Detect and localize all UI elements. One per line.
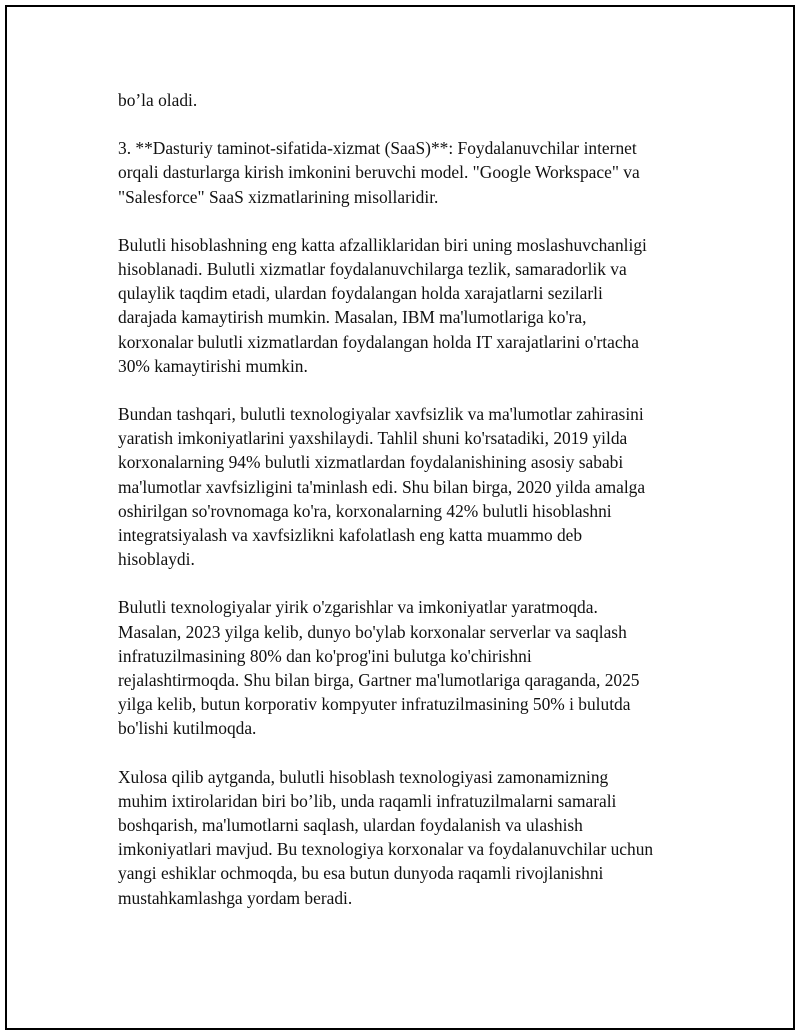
paragraph-continuation [118,88,698,112]
text-line: hisoblaydi. [118,549,195,570]
text-line: imkoniyatlari mavjud. Bu texnologiya korxonalar va foydalanuvchilar uchun [118,839,654,860]
text-line: Masalan, 2023 yilga kelib, dunyo bo'ylab korxonalar serverlar va saqlash [118,621,627,642]
text-line: Bulutli hisoblashning eng katta afzalliklaridan biri uning moslashuvchanligi [118,234,647,255]
text-line: korxonalarning 94% bulutli xizmatlardan foydalanishining asosiy sababi [118,452,624,473]
text-line: integratsiyalash va xavfsizlikni kafolatlash eng katta muammo deb [118,525,583,546]
text-line: rejalashtirmoqda. Shu bilan birga, Gartner ma'lumotlariga qaraganda, 2025 [118,670,640,691]
text-line: orqali dasturlarga kirish imkonini beruvchi model. "Google Workspace" va [118,162,640,183]
paragraph-conclusion [118,765,698,910]
text-line: korxonalar bulutli xizmatlardan foydalangan holda IT xarajatlarini o'rtacha [118,331,639,352]
text-line: qulaylik taqdim etadi, ulardan foydalangan holda xarajatlarni sezilarli [118,283,603,304]
text-line: Bundan tashqari, bulutli texnologiyalar xavfsizlik va ma'lumotlar zahirasini [118,404,644,425]
text-line: yangi eshiklar ochmoqda, bu esa butun dunyoda raqamli rivojlanishni [118,863,604,884]
text-line: bo'lishi kutilmoqda. [118,718,257,739]
paragraph-saas [118,136,698,209]
text-line: Xulosa qilib aytganda, bulutli hisoblash texnologiyasi zamonamizning [118,766,609,787]
paragraph-changes [118,595,698,740]
text-line: bo’la oladi. [118,90,198,110]
text-line: darajada kamaytirish mumkin. Masalan, IBM ma'lumotlariga ko'ra, [118,307,587,328]
text-line: yaratish imkoniyatlarini yaxshilaydi. Tahlil shuni ko'rsatadiki, 2019 yilda [118,428,628,449]
text-line: hisoblanadi. Bulutli xizmatlar foydalanuvchilarga tezlik, samaradorlik va [118,259,627,280]
text-line: ma'lumotlar xavfsizligini ta'minlash edi. Shu bilan birga, 2020 yilda amalga [118,476,646,497]
paragraph-flexibility [118,233,698,378]
text-line: Bulutli texnologiyalar yirik o'zgarishlar va imkoniyatlar yaratmoqda. [118,597,598,618]
text-line: muhim ixtirolaridan biri bo’lib, unda raqamli infratuzilmalarni samarali [118,790,617,811]
text-line: 3. **Dasturiy taminot-sifatida-xizmat (SaaS)**: Foydalanuvchilar internet [118,138,637,159]
text-line: infratuzilmasining 80% dan ko'prog'ini bulutga ko'chirishni [118,645,532,666]
text-line: oshirilgan so'rovnomaga ko'ra, korxonalarning 42% bulutli hisoblashni [118,500,612,521]
text-line: boshqarish, ma'lumotlarni saqlash, ulardan foydalanish va ulashish [118,815,583,836]
text-line: mustahkamlashga yordam beradi. [118,887,353,908]
text-line: 30% kamaytirishi mumkin. [118,355,308,376]
text-line: "Salesforce" SaaS xizmatlarining misollaridir. [118,186,439,207]
paragraph-security [118,402,698,571]
document-body [118,88,698,934]
text-line: yilga kelib, butun korporativ kompyuter infratuzilmasining 50% i bulutda [118,694,631,715]
